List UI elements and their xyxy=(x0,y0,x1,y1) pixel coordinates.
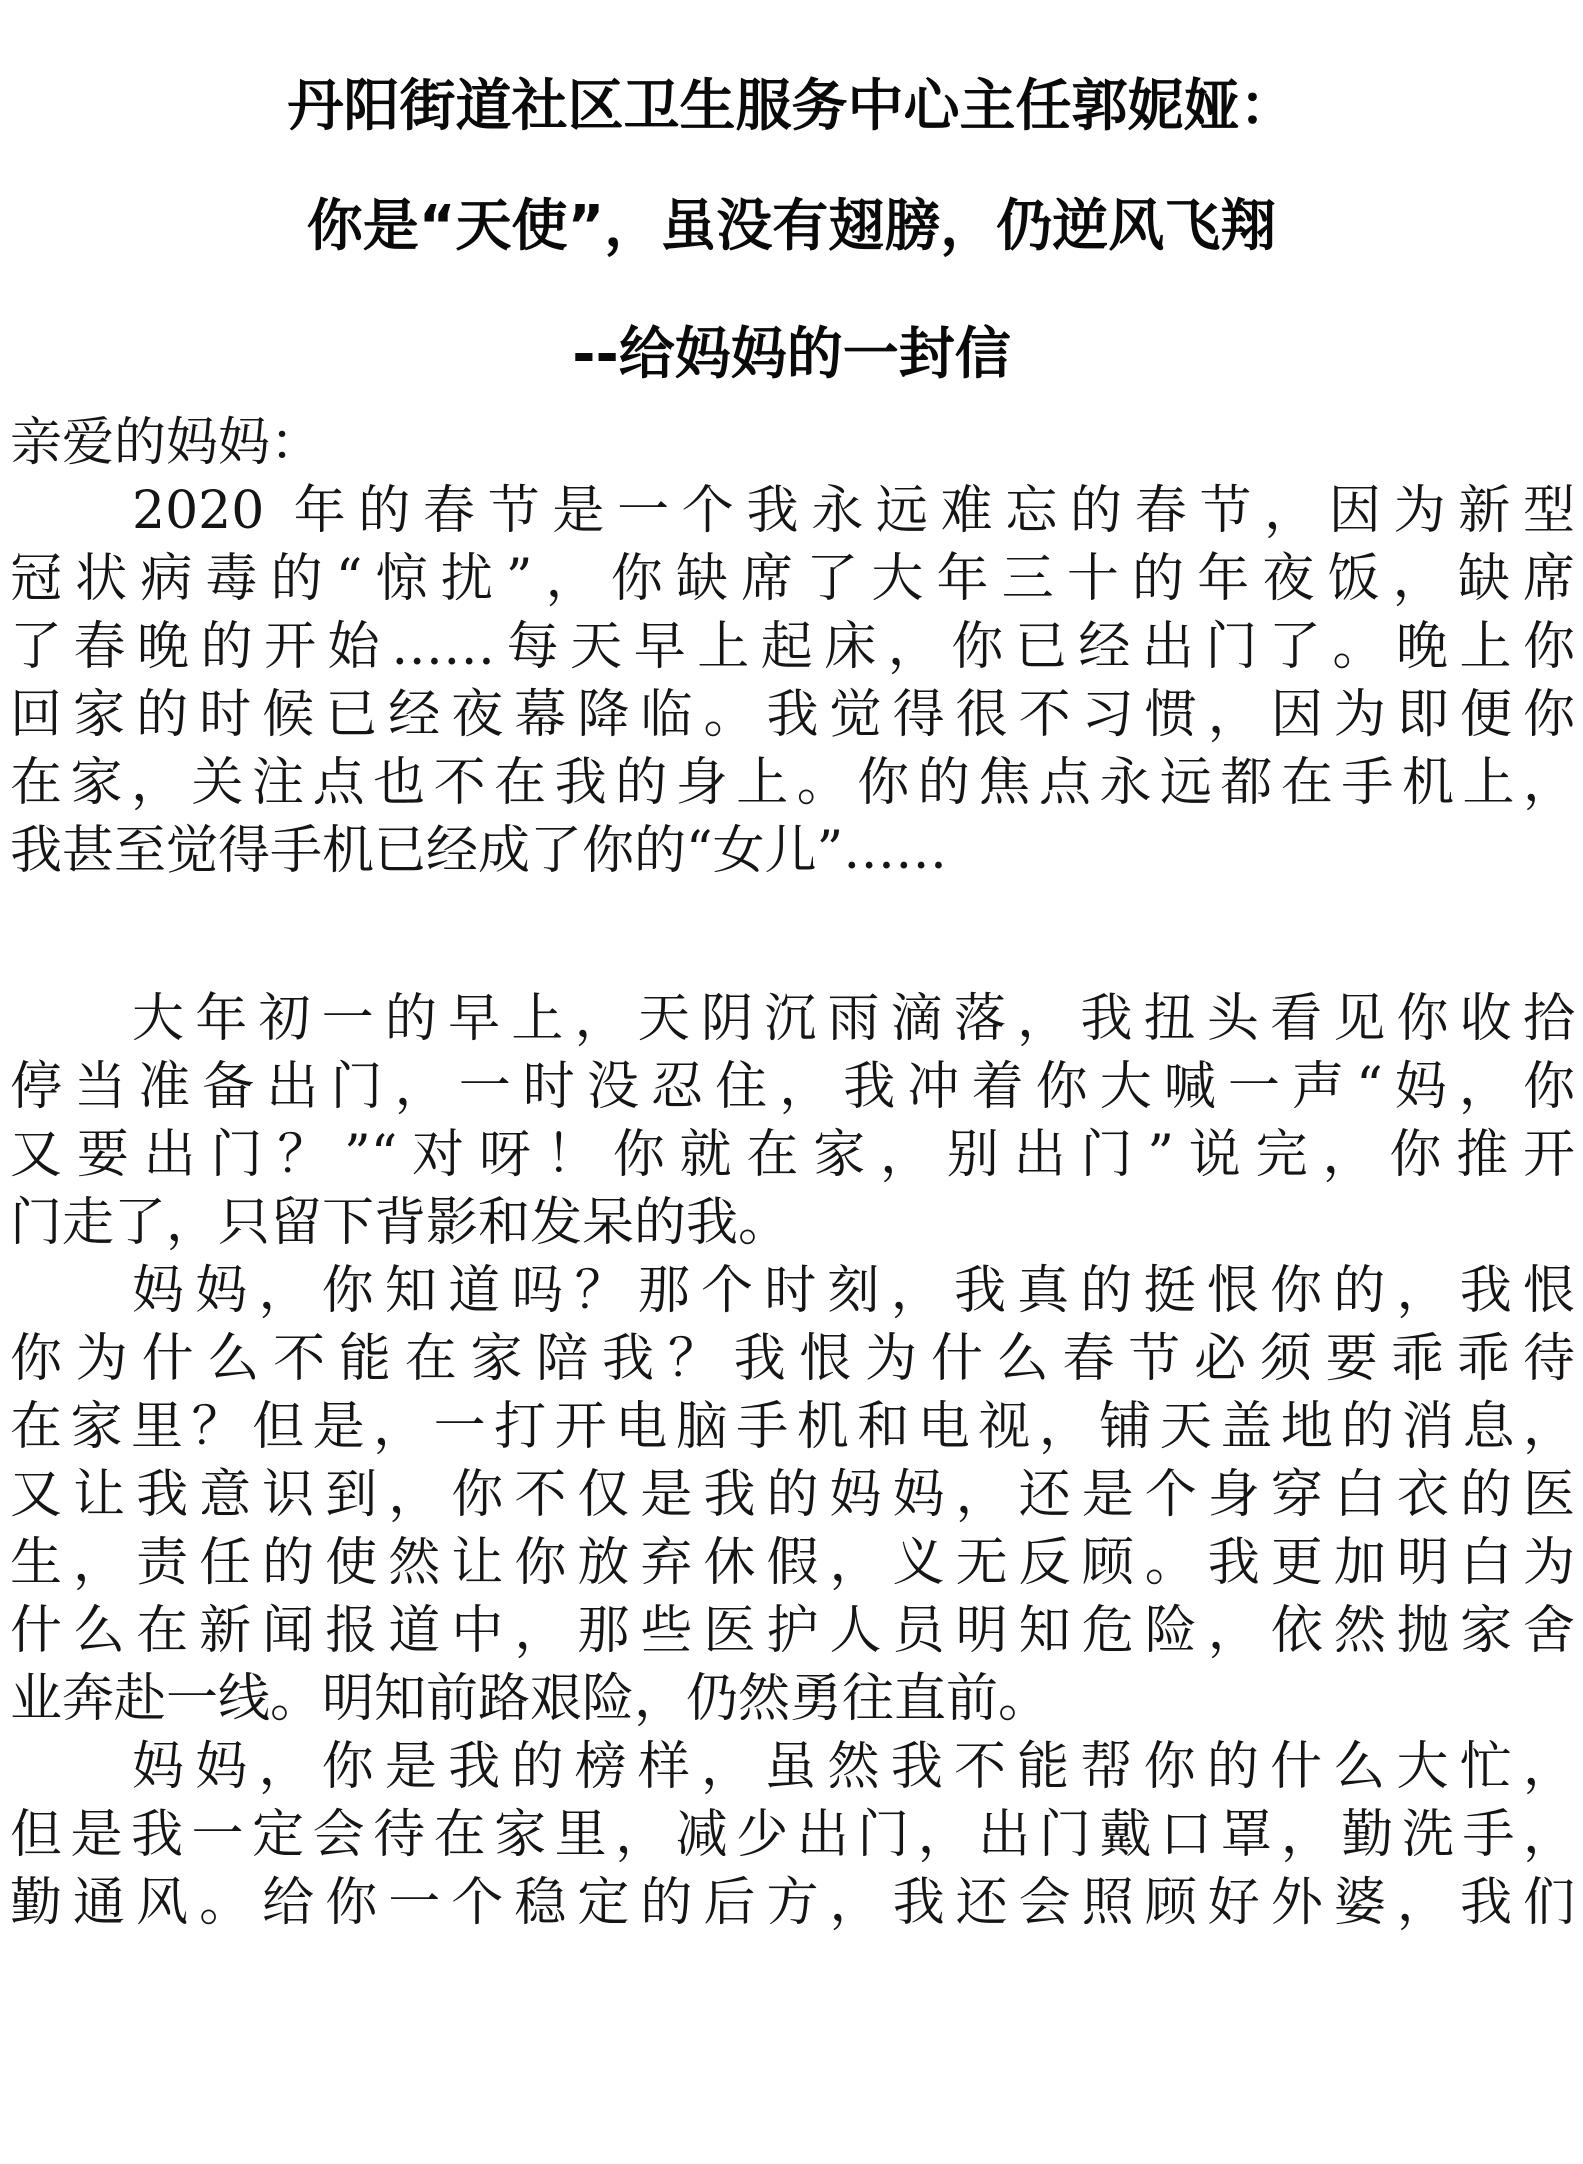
body-line: 什么在新闻报道中，那些医护人员明知危险，依然抛家舍 xyxy=(10,1601,1575,1661)
body-line: 你为什么不能在家陪我？我恨为什么春节必须要乖乖待 xyxy=(10,1329,1575,1389)
body-line: 业奔赴一线。明知前路艰险，仍然勇往直前。 xyxy=(10,1669,1051,1729)
body-line: 又要出门？”“对呀！你就在家，别出门”说完，你推开 xyxy=(10,1125,1575,1185)
body-line: 但是我一定会待在家里，减少出门，出门戴口罩，勤洗手， xyxy=(10,1805,1575,1865)
body-line: 回家的时候已经夜幕降临。我觉得很不习惯，因为即便你 xyxy=(10,685,1575,745)
body-line: 2020 年的春节是一个我永远难忘的春节，因为新型 xyxy=(132,481,1575,541)
body-line: 冠状病毒的“惊扰”，你缺席了大年三十的年夜饭，缺席 xyxy=(10,549,1575,609)
title-line-2: 你是“天使”，虽没有翅膀，仍逆风飞翔 xyxy=(306,194,1277,259)
body-line: 门走了，只留下背影和发呆的我。 xyxy=(10,1193,791,1253)
body-line: 勤通风。给你一个稳定的后方，我还会照顾好外婆，我们 xyxy=(10,1873,1575,1933)
body-line: 在家里？但是，一打开电脑手机和电视，铺天盖地的消息， xyxy=(10,1397,1575,1457)
body-line: 停当准备出门，一时没忍住，我冲着你大喊一声“妈，你 xyxy=(10,1057,1575,1117)
body-line: 了春晚的开始……每天早上起床，你已经出门了。晚上你 xyxy=(10,617,1575,677)
body-line: 又让我意识到，你不仅是我的妈妈，还是个身穿白衣的医 xyxy=(10,1465,1575,1525)
body-line: 妈妈，你是我的榜样，虽然我不能帮你的什么大忙， xyxy=(132,1737,1575,1797)
body-line: 生，责任的使然让你放弃休假，义无反顾。我更加明白为 xyxy=(10,1533,1575,1593)
title-line-1: 丹阳街道社区卫生服务中心主任郭妮娅： xyxy=(287,74,1296,139)
body-line: 我甚至觉得手机已经成了你的“女儿”…… xyxy=(10,821,948,881)
title-line-3: --给妈妈的一封信 xyxy=(572,322,1011,387)
body-line: 在家，关注点也不在我的身上。你的焦点永远都在手机上， xyxy=(10,753,1575,813)
body-line: 大年初一的早上，天阴沉雨滴落，我扭头看见你收拾 xyxy=(132,989,1575,1049)
greeting: 亲爱的妈妈： xyxy=(10,413,323,473)
body-line: 妈妈，你知道吗？那个时刻，我真的挺恨你的，我恨 xyxy=(132,1261,1575,1321)
